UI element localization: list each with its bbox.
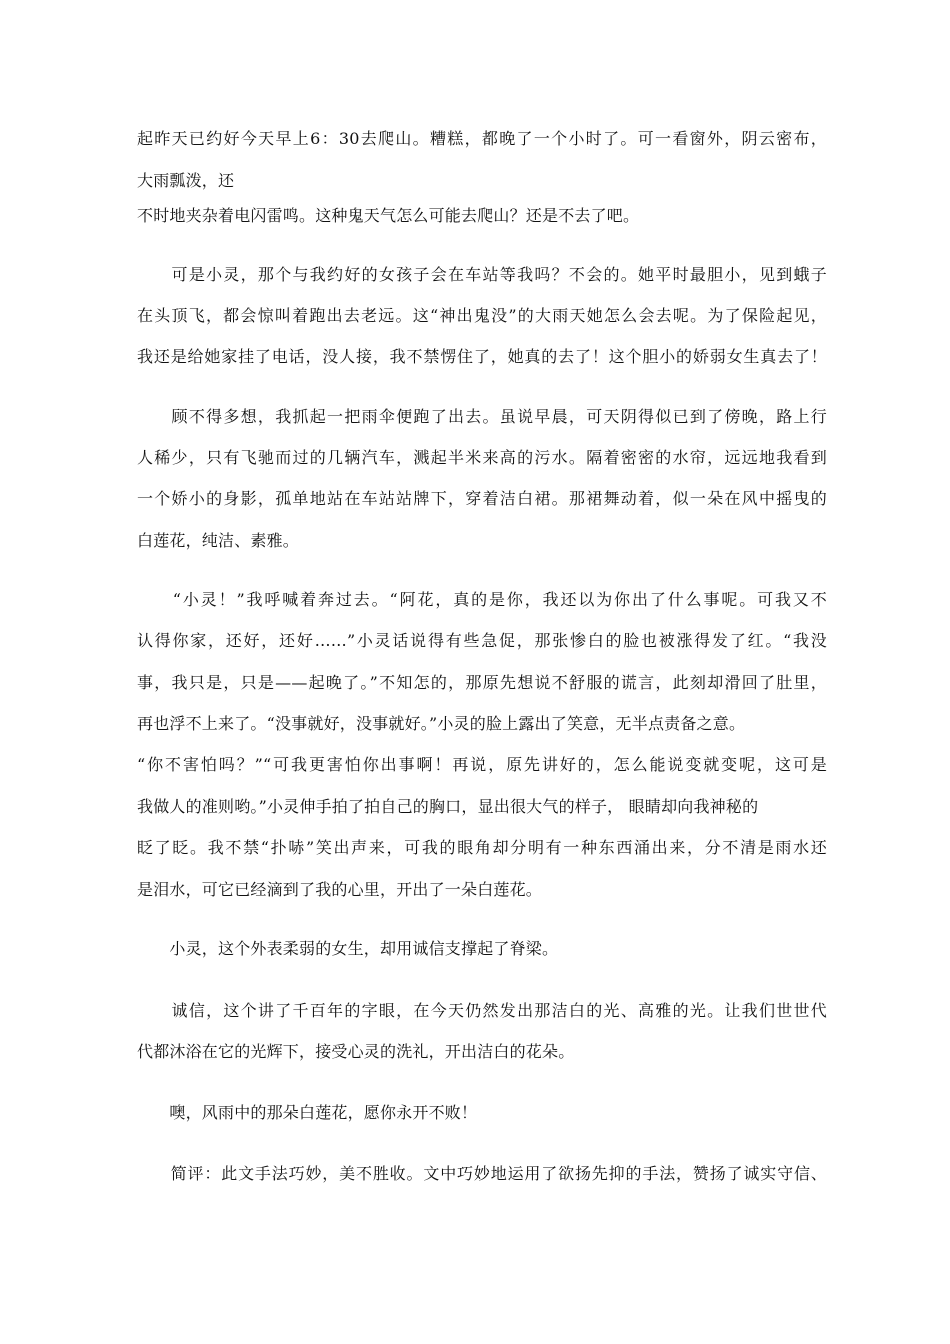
text-line: 小灵，这个外表柔弱的女生，却用诚信支撑起了脊梁。 [137, 939, 559, 958]
text-line: 诚信，这个讲了千百年的字眼，在今天仍然发出那洁白的光、高雅的光。让我们世世代 [137, 1001, 827, 1020]
text-line: 我还是给她家挂了电话，没人接，我不禁愣住了，她真的去了！这个胆小的娇弱女生真去了！ [137, 347, 827, 366]
text-line: 事，我只是，只是——起晚了。”不知怎的，那原先想说不舒服的谎言，此刻却滑回了肚里， [137, 673, 827, 692]
text-line: 简评：此文手法巧妙，美不胜收。文中巧妙地运用了欲扬先抑的手法，赞扬了诚实守信、 [137, 1164, 827, 1183]
text-line: 我做人的准则哟。”小灵伸手拍了拍自己的胸口，显出很大气的样子， 眼睛却向我神秘的 [137, 797, 759, 816]
text-line: 顾不得多想，我抓起一把雨伞便跑了出去。虽说早晨，可天阴得似已到了傍晚，路上行 [137, 407, 827, 426]
text-line: 大雨瓢泼，还 [137, 171, 235, 190]
text-line: 代都沐浴在它的光辉下，接受心灵的洗礼，开出洁白的花朵。 [137, 1042, 575, 1061]
text-line: 可是小灵，那个与我约好的女孩子会在车站等我吗？不会的。她平时最胆小，见到蛾子 [137, 265, 827, 284]
text-line: 不时地夹杂着电闪雷鸣。这种鬼天气怎么可能去爬山？还是不去了吧。 [137, 206, 640, 225]
text-line: “你不害怕吗？”“可我更害怕你出事啊！再说，原先讲好的，怎么能说变就变呢，这可是 [137, 755, 827, 774]
text-line: 认得你家，还好，还好……”小灵话说得有些急促，那张惨白的脸也被涨得发了红。“我没 [137, 631, 827, 650]
text-line: 眨了眨。我不禁“扑哧”笑出声来，可我的眼角却分明有一种东西涌出来，分不清是雨水还 [137, 838, 827, 857]
text-line: 再也浮不上来了。“没事就好，没事就好。”小灵的脸上露出了笑意，无半点责备之意。 [137, 714, 746, 733]
text-line: 白莲花，纯洁、素雅。 [137, 531, 300, 550]
text-line: 在头顶飞，都会惊叫着跑出去老远。这“神出鬼没”的大雨天她怎么会去呢。为了保险起见， [137, 306, 827, 325]
text-line: 噢，风雨中的那朵白莲花，愿你永开不败！ [137, 1103, 478, 1122]
text-line: 一个娇小的身影，孤单地站在车站站牌下，穿着洁白裙。那裙舞动着，似一朵在风中摇曳的 [137, 489, 827, 508]
text-line: 是泪水，可它已经滴到了我的心里，开出了一朵白莲花。 [137, 880, 543, 899]
text-line: 起昨天已约好今天早上6：30去爬山。糟糕，都晚了一个小时了。可一看窗外，阴云密布， [137, 129, 827, 148]
text-line: “小灵！”我呼喊着奔过去。“阿花，真的是你，我还以为你出了什么事呢。可我又不 [137, 590, 827, 609]
text-line: 人稀少，只有飞驰而过的几辆汽车，溅起半米来高的污水。隔着密密的水帘，远远地我看到 [137, 448, 827, 467]
